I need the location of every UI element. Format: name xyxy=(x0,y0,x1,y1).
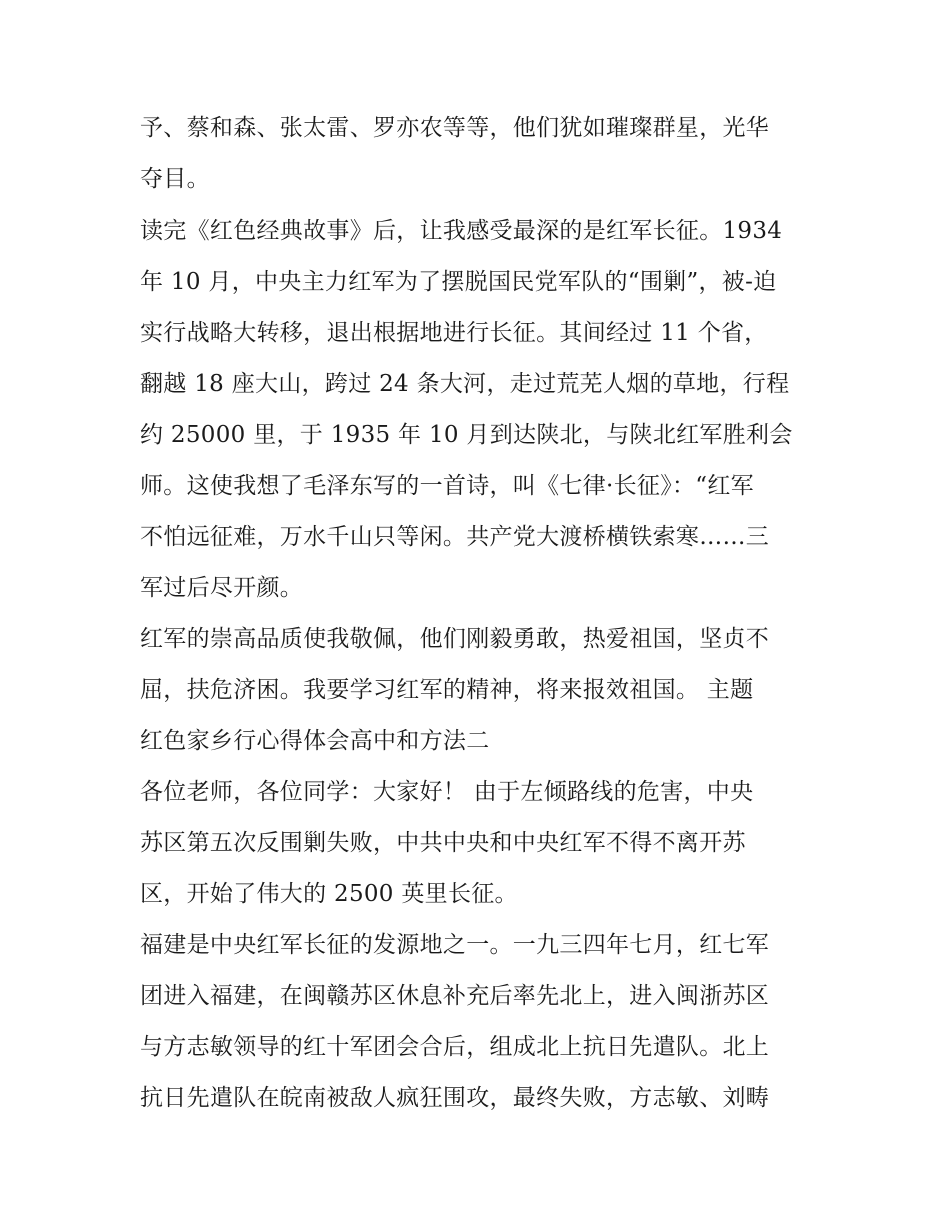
text-line: 福建是中央红军长征的发源地之一。一九三四年七月，红七军 xyxy=(140,932,770,958)
text-line: 抗日先遣队在皖南被敌人疯狂围攻，最终失败，方志敏、刘畴 xyxy=(140,1085,770,1111)
text-line: 翻越 18 座大山，跨过 24 条大河，走过荒芜人烟的草地，行程 xyxy=(140,371,790,397)
text-line: 苏区第五次反围剿失败，中共中央和中央红军不得不离开苏 xyxy=(140,830,746,856)
text-line: 屈，扶危济困。我要学习红军的精神，将来报效祖国。 主题 xyxy=(140,677,754,703)
text-line: 红军的崇高品质使我敬佩，他们刚毅勇敢，热爱祖国，坚贞不 xyxy=(140,626,770,652)
text-line: 区，开始了伟大的 2500 英里长征。 xyxy=(140,881,518,907)
text-line: 夺目。 xyxy=(140,166,210,192)
text-line: 红色家乡行心得体会高中和方法二 xyxy=(140,728,490,754)
text-line: 实行战略大转移，退出根据地进行长征。其间经过 11 个省， xyxy=(140,320,768,346)
text-line: 年 10 月，中央主力红军为了摆脱国民党军队的“围剿”，被-迫 xyxy=(140,269,777,295)
text-line: 与方志敏领导的红十军团会合后，组成北上抗日先遣队。北上 xyxy=(140,1034,770,1060)
text-line: 各位老师，各位同学：大家好！ 由于左倾路线的危害，中央 xyxy=(140,779,754,805)
text-line: 予、蔡和森、张太雷、罗亦农等等，他们犹如璀璨群星，光华 xyxy=(140,115,770,141)
text-line: 读完《红色经典故事》后，让我感受最深的是红军长征。1934 xyxy=(140,218,783,244)
text-line: 不怕远征难，万水千山只等闲。共产党大渡桥横铁索寒……三 xyxy=(140,524,770,550)
text-line: 团进入福建，在闽赣苏区休息补充后率先北上，进入闽浙苏区 xyxy=(140,983,770,1009)
text-line: 约 25000 里，于 1935 年 10 月到达陕北，与陕北红军胜利会 xyxy=(140,422,793,448)
text-line: 师。这使我想了毛泽东写的一首诗，叫《七律·长征》：“红军 xyxy=(140,473,754,499)
text-line: 军过后尽开颜。 xyxy=(140,575,304,601)
